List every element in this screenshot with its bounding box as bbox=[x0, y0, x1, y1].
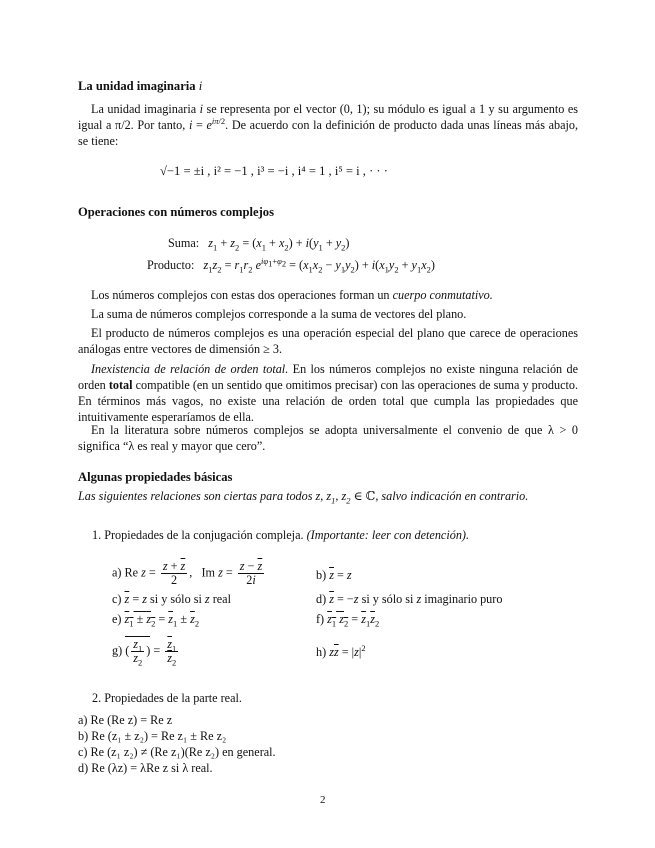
paragraph-product-special: El producto de números complejos es una operación especial del plano que carece de operaciones análogas entre vectores de dimensión ≥ 3. bbox=[78, 326, 578, 356]
real-part-prop-b: b) Re (z₁ ± z₂) = Re z₁ ± Re z₂ bbox=[78, 729, 227, 743]
section-heading-basic-properties: Algunas propiedades básicas bbox=[78, 470, 233, 484]
product-definition: Producto: $z_1z_2 = r_1r_2$ $e^{i\varphi_1+\varphi_2} = (x_1x_2 - y_1y_2) + i(x_1y_2 + y_1x_2)$ bbox=[147, 255, 435, 275]
conjugation-prop-d: d) $\overline{z} = -z$ si y sólo si z imaginario puro bbox=[316, 592, 503, 606]
paragraph-sum-vectors: La suma de números complejos corresponde a la suma de vectores del plano. bbox=[91, 307, 467, 321]
paragraph-field: Los números complejos con estas dos operaciones forman un cuerpo conmutativo. bbox=[91, 288, 493, 302]
item-real-part-properties: 2. Propiedades de la parte real. bbox=[92, 691, 242, 705]
real-part-prop-c: c) Re (z₁ z₂) ≠ (Re z₁)(Re z₂) en general. bbox=[78, 745, 276, 759]
paragraph-no-total-order: Inexistencia de relación de orden total. En los números complejos no existe ninguna relación de orden total compatible (en un sentido que omitimos precisar) con las operaciones de suma y producto. En términos más vagos, no existe una relación de orden total que cumpla las propiedades que intuitivamente esperaríamos de ella. bbox=[78, 362, 579, 424]
sum-definition: Suma: $z_1 + z_2 = (x_1 + x_2) + i(y_1 + y_2)$ bbox=[168, 236, 350, 253]
real-part-prop-a: a) Re (Re z) = Re z bbox=[78, 713, 173, 727]
paragraph-imaginary-unit: La unidad imaginaria i se representa por el vector (0, 1); su módulo es igual a 1 y su argumento es igual a π/2. Por tanto, $i = e^{i\pi/2}$. De acuerdo con la definición de producto dada unas líneas más abajo, se tiene: bbox=[78, 102, 579, 148]
paragraph-lambda-convention: En la literatura sobre números complejos se adopta universalmente el convenio de que λ > 0 significa “λ es real y mayor que cero”. bbox=[78, 423, 578, 453]
item-conjugation-properties: 1. Propiedades de la conjugación compleja. (Importante: leer con detención). bbox=[92, 528, 470, 542]
conjugation-prop-e: e) $z_1 \pm z_2 = \overline{z}_1 \pm \overline{z}_2$ bbox=[112, 612, 200, 629]
conjugation-prop-g: g) ( $\frac{z_1}{z_2}$ ) = $\frac{\overline{z}_1}{\overline{z}_2}$ bbox=[112, 637, 177, 668]
section-heading-imaginary-unit: La unidad imaginaria i bbox=[78, 79, 203, 93]
page-number: 2 bbox=[320, 794, 326, 806]
real-part-prop-d: d) Re (λz) = λRe z si λ real. bbox=[78, 761, 213, 775]
properties-intro: Las siguientes relaciones son ciertas para todos z, $z_1$, $z_2$ ∈ ℂ, salvo indicación en contrario. bbox=[78, 489, 529, 506]
section-heading-operations: Operaciones con números complejos bbox=[78, 205, 275, 219]
conjugation-prop-c: c) $\overline{z} = z$ si y sólo si z real bbox=[112, 592, 231, 606]
conjugation-prop-b: b) z = z bbox=[316, 568, 352, 582]
conjugation-prop-h: h) $z\overline{z} = |z|^2$ bbox=[316, 642, 366, 659]
conjugation-prop-a: a) Re z = $\frac{z + \overline{z}}{2}$ , Im z = $\frac{z - \overline{z}}{2i}$ bbox=[112, 559, 263, 587]
powers-of-i-formula: √−1 = ±i , i² = −1 , i³ = −i , i⁴ = 1 , i⁵ = i , · · · bbox=[160, 164, 388, 178]
conjugation-prop-f: f) $z_1$ $z_2 = \overline{z}_1\overline{z}_2$ bbox=[316, 612, 380, 629]
